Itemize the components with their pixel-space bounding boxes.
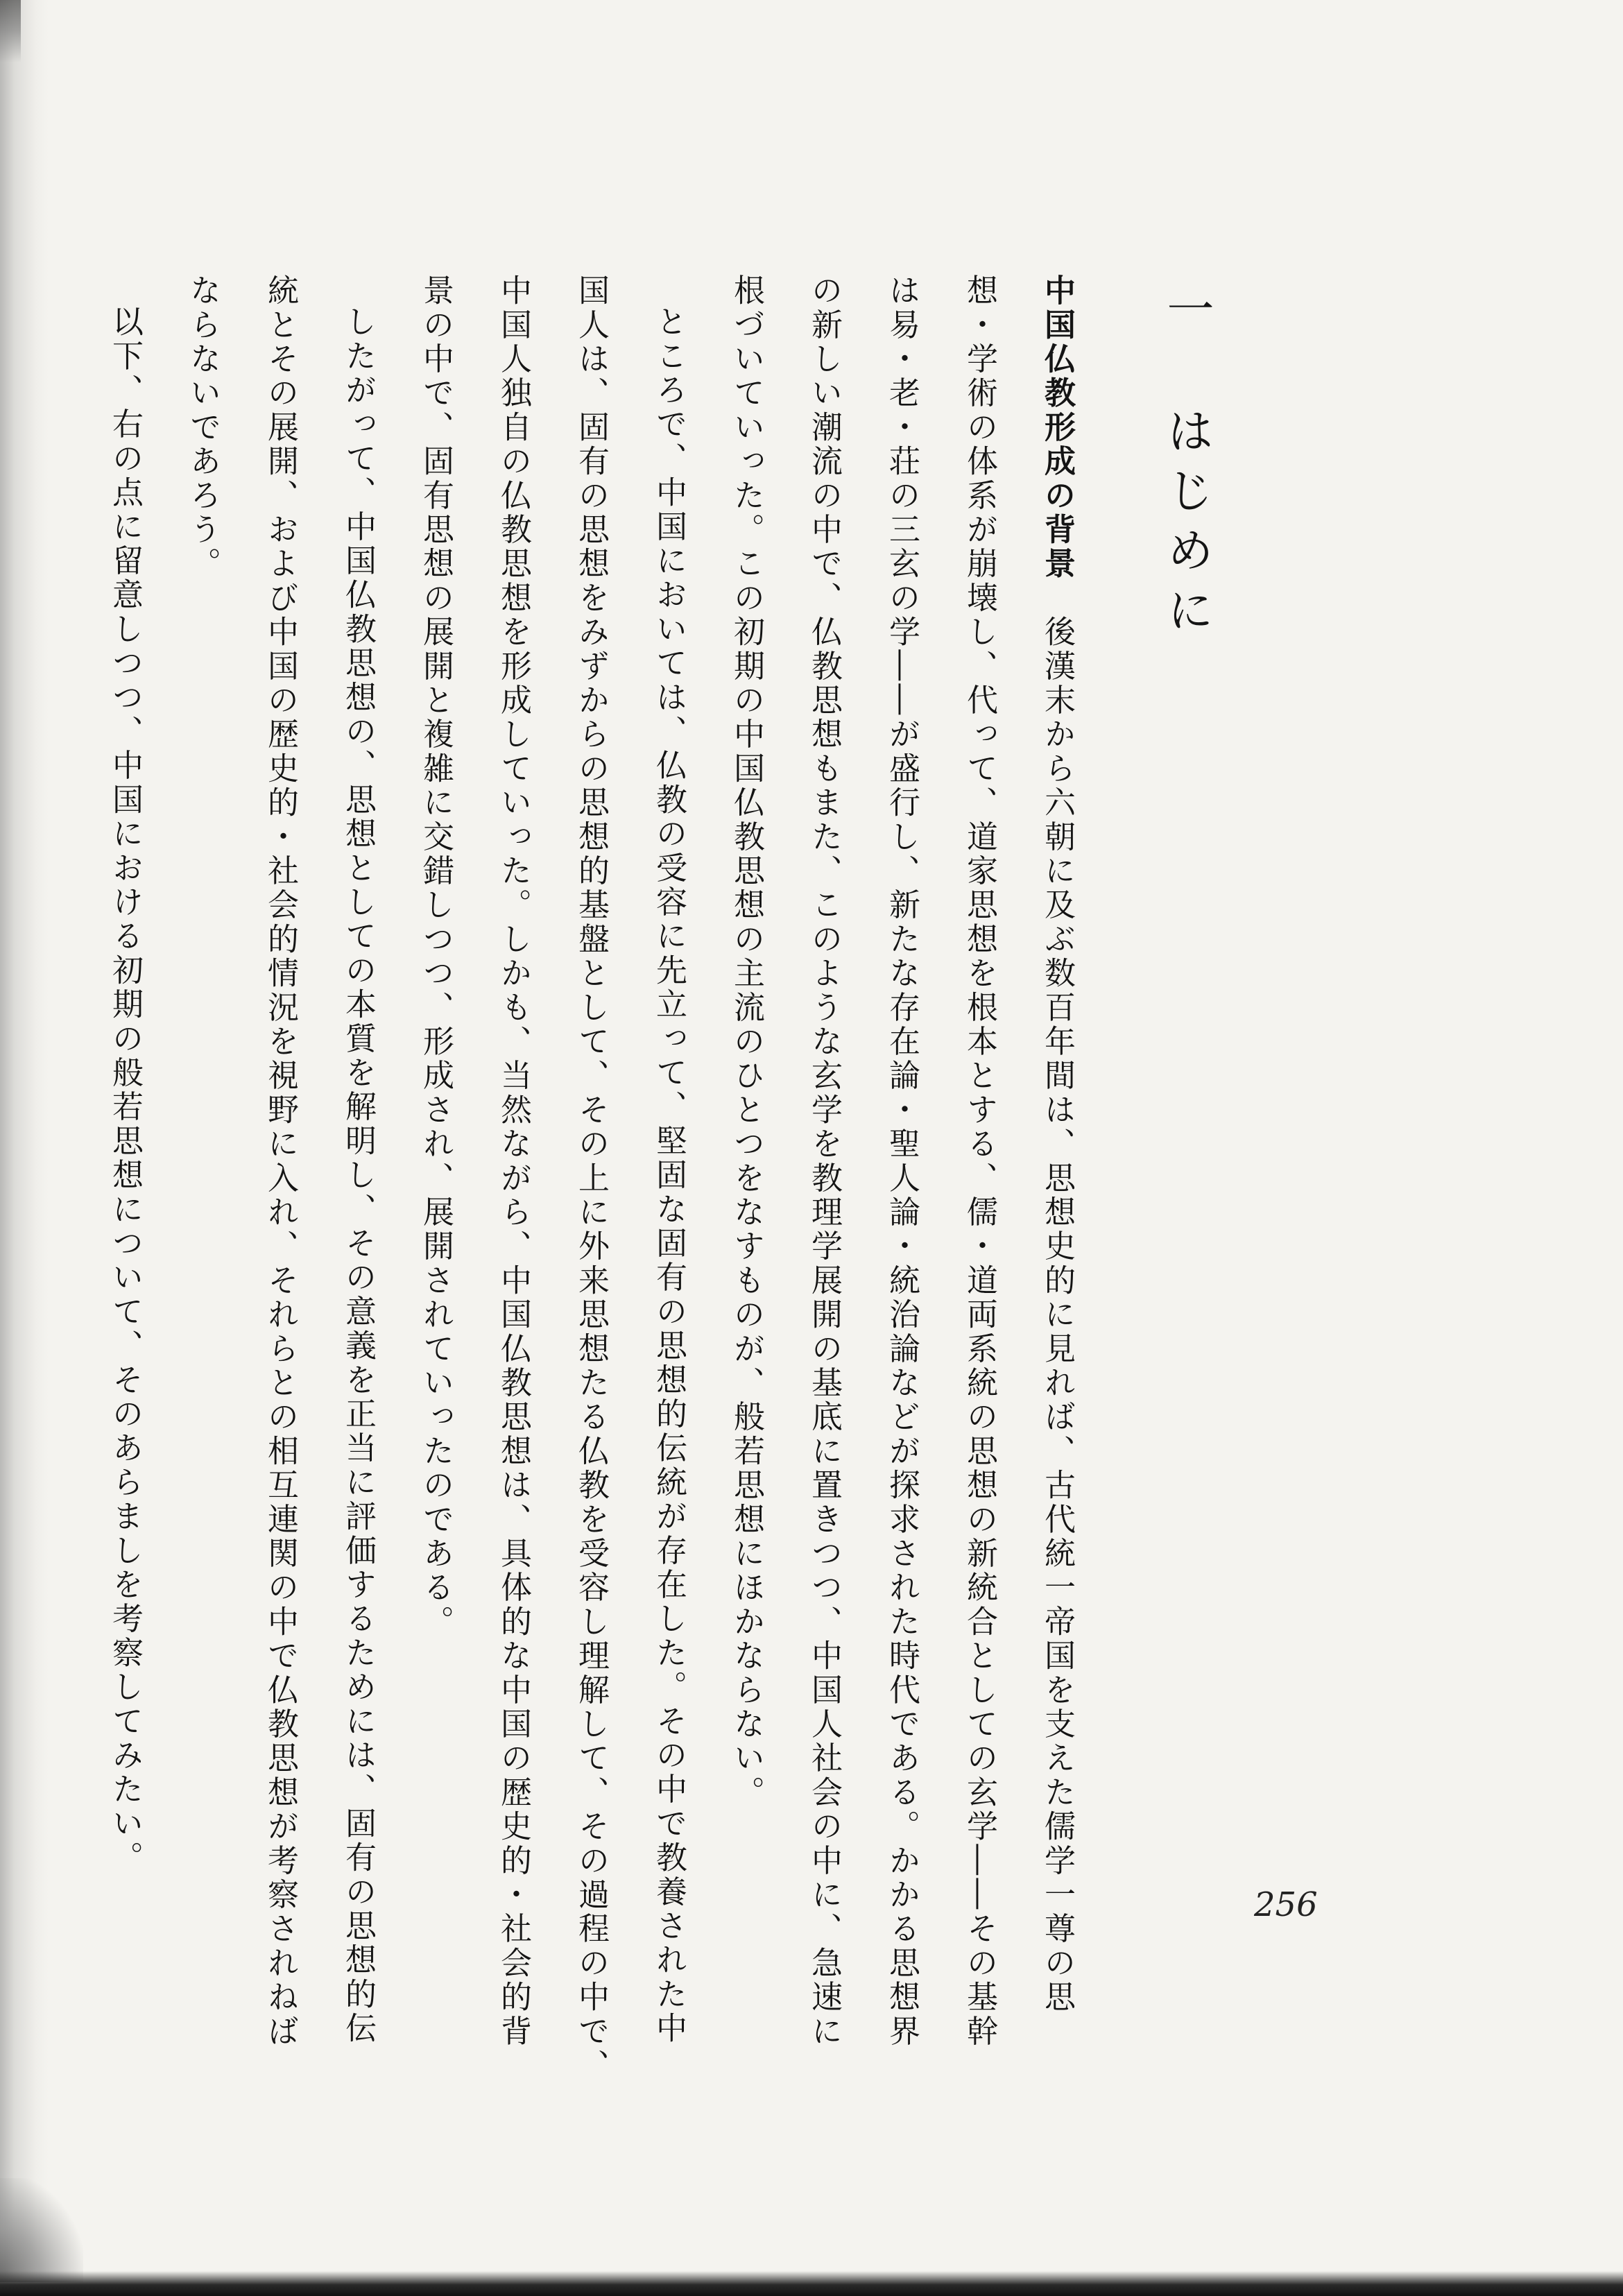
chapter-heading bbox=[1158, 284, 1214, 645]
scan-bottom-corner bbox=[0, 2178, 83, 2282]
chapter-title: はじめに bbox=[1159, 406, 1214, 645]
chapter-number: 一 bbox=[1159, 284, 1214, 344]
scan-corner-mark bbox=[0, 0, 21, 62]
text-line: ならないであろう。 bbox=[184, 274, 221, 581]
text-line: 中国人独自の仏教思想を形成していった。しかも、当然ながら、中国仏教思想は、具体的な中国の歴史的・社会的背 bbox=[495, 274, 532, 2049]
text-line bbox=[1018, 274, 1096, 2071]
text-line: 根づいていった。この初期の中国仏教思想の主流のひとつをなすものが、般若思想にほかならない。 bbox=[728, 274, 765, 1810]
text-line: の新しい潮流の中で、仏教思想もまた、このような玄学を教理学展開の基底に置きつつ、中国人社会の中に、急速に bbox=[806, 274, 843, 2049]
text-line: したがって、中国仏教思想の、思想としての本質を解明し、その意義を正当に評価するためには、固有の思想的伝 bbox=[340, 305, 377, 2046]
text-line: ところで、中国においては、仏教の受容に先立って、堅固な固有の思想的伝統が存在した。その中で教養された中 bbox=[651, 305, 687, 2046]
text-line: 以下、右の点に留意しつつ、中国における初期の般若思想について、そのあらましを考察してみたい。 bbox=[107, 305, 144, 1876]
text-line: 統とその展開、および中国の歴史的・社会的情況を視野に入れ、それらとの相互連関の中で仏教思想が考察されねば bbox=[262, 274, 299, 2049]
page-number: 256 bbox=[1254, 1885, 1318, 1924]
binding-shadow bbox=[0, 0, 49, 2296]
text-line: 景の中で、固有思想の展開と複雑に交錯しつつ、形成され、展開されていったのである。 bbox=[418, 274, 454, 1639]
text-line: は易・老・荘の三玄の学――が盛行し、新たな存在論・聖人論・統治論などが探求された時代である。かかる思想界 bbox=[884, 274, 920, 2049]
section-lead-heading: 中国仏教形成の背景 bbox=[1039, 274, 1076, 581]
text-line: 国人は、固有の思想をみずからの思想的基盤として、その上に外来思想たる仏教を受容し理解して、その過程の中で、 bbox=[573, 274, 610, 2083]
text-line-content: 後漢末から六朝に及ぶ数百年間は、思想史的に見れば、古代統一帝国を支えた儒学一尊の思 bbox=[1039, 615, 1076, 2015]
body-text bbox=[86, 274, 1096, 2083]
text-line: 想・学術の体系が崩壊し、代って、道家思想を根本とする、儒・道両系統の思想の新統合としての玄学――その基幹 bbox=[961, 274, 998, 2049]
scan-bottom-edge bbox=[0, 2271, 1623, 2296]
